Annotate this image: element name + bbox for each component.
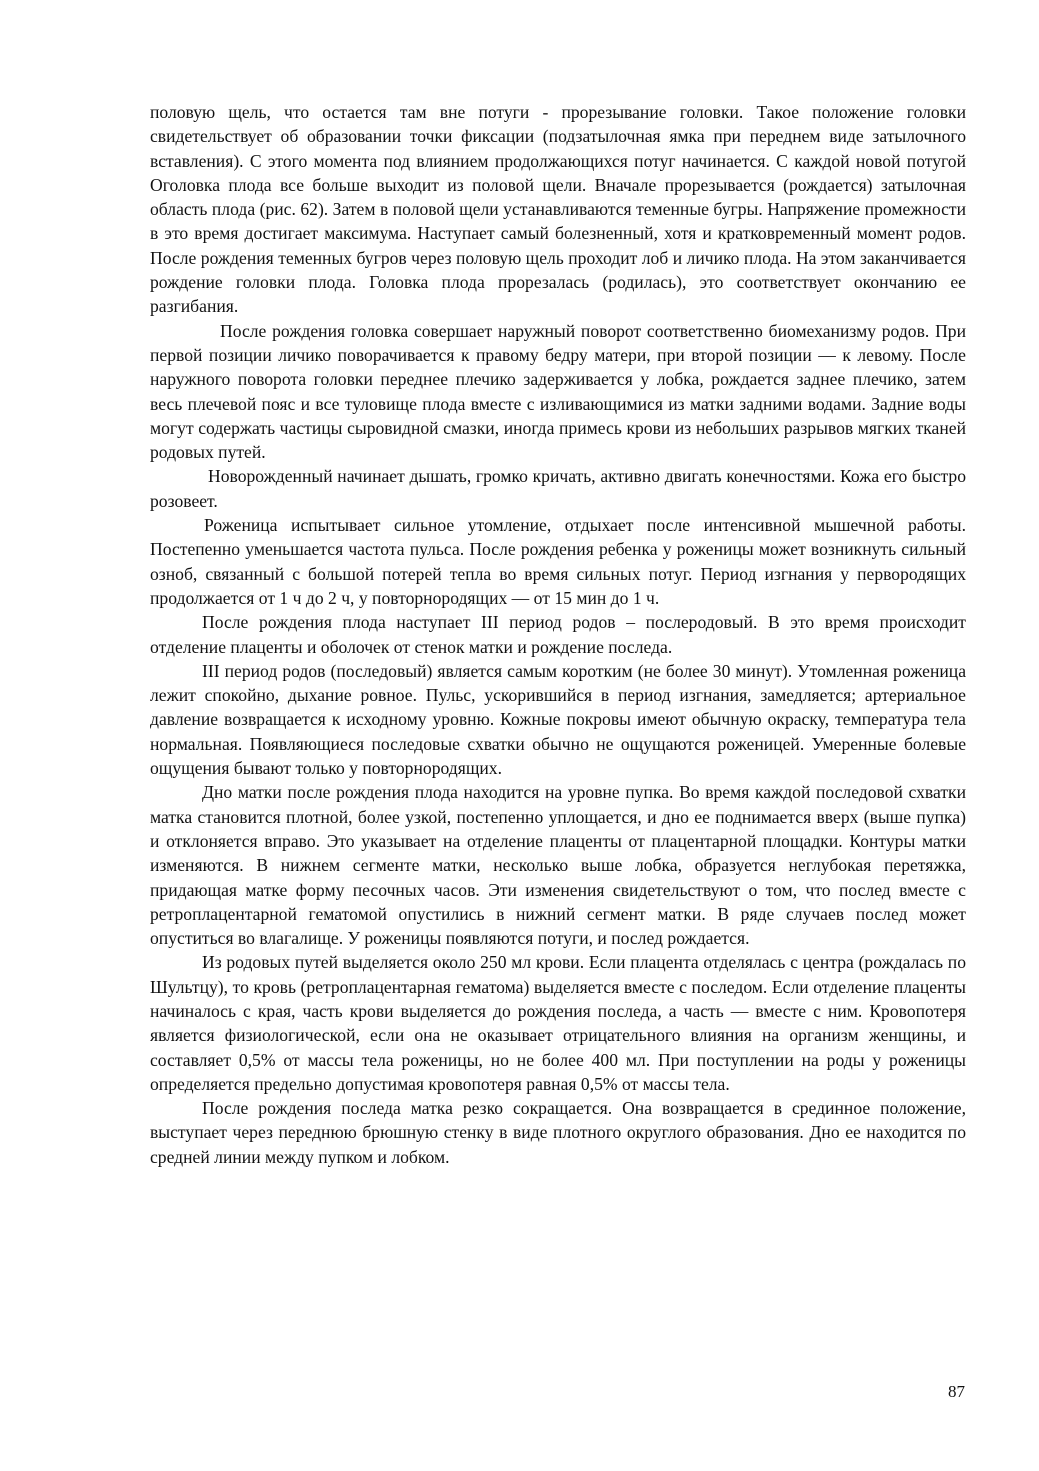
paragraph-5: После рождения плода наступает III период родов – послеродовый. В это время происходит отделение плаценты и оболочек от стенок матки и рождение последа. bbox=[150, 612, 966, 657]
paragraph-1: половую щель, что остается там вне потуги - прорезывание головки. Такое положение головки свидетельствует об образовании точки фиксации (подзатылочная ямка при переднем виде затылочного вставления). С этого момента под влиянием продолжающихся потуг начинается. С каждой новой потугой Оголовка плода все больше выходит из половой щели. Вначале прорезывается (рождается) затылочная область плода (рис. 62). Затем в половой щели устанавливаются теменные бугры. Напряжение промежности в это время достигает максимума. Наступает самый болезненный, хотя и кратковременный момент родов. После рождения теменных бугров через половую щель проходит лоб и личико плода. На этом заканчивается рождение головки плода. Головка плода прорезалась (родилась), это соответствует окончанию ее разгибания. bbox=[150, 102, 966, 317]
paragraph-9: После рождения последа матка резко сокращается. Она возвращается в срединное положение, выступает через переднюю брюшную стенку в виде плотного округлого образования. Дно ее находится по средней линии между пупком и лобком. bbox=[150, 1098, 966, 1167]
paragraph-2: После рождения головка совершает наружный поворот соответственно биомеханизму родов. При первой позиции личико поворачивается к правому бедру матери, при второй позиции — к левому. После наружного поворота головки переднее плечико задерживается у лобка, рождается заднее плечико, затем весь плечевой пояс и все туловище плода вместе с изливающимися из матки задними водами. Задние воды могут содержать частицы сыровидной смазки, иногда примесь крови из небольших разрывов мягких тканей родовых путей. bbox=[150, 320, 966, 463]
paragraph-7: Дно матки после рождения плода находится на уровне пупка. Во время каждой последовой схватки матка становится плотной, более узкой, постепенно уплощается, и дно ее поднимается вверх (выше пупка) и отклоняется вправо. Это указывает на отделение плаценты от плацентарной площадки. Контуры матки изменяются. В нижнем сегменте матки, несколько выше лобка, образуется неглубокая перетяжка, придающая матке форму песочных часов. Эти изменения свидетельствуют о том, что послед вместе с ретроплацентарной гематомой опустились в нижний сегмент матки. В ряде случаев послед может опуститься во влагалище. У роженицы появляются потуги, и послед рождается. bbox=[150, 782, 966, 949]
paragraph-8: Из родовых путей выделяется около 250 мл крови. Если плацента отделялась с центра (рождалась по Шультцу), то кровь (ретроплацентарная гематома) выделяется вместе с последом. Если отделение плаценты начиналось с края, часть крови выделяется до рождения последа, а часть — вместе с ним. Кровопотеря является физиологической, если она не оказывает отрицательного влияния на организм женщины, и составляет 0,5% от массы тела роженицы, но не более 400 мл. При поступлении на роды у роженицы определяется предельно допустимая кровопотеря равная 0,5% от массы тела. bbox=[150, 952, 966, 1094]
page-body bbox=[150, 100, 966, 1169]
page-number: 87 bbox=[948, 1382, 965, 1401]
paragraph-6: III период родов (последовый) является самым коротким (не более 30 минут). Утомленная роженица лежит спокойно, дыхание ровное. Пульс, ускорившийся в период изгнания, замедляется; артериальное давление возвращается к исходному уровню. Кожные покровы имеют обычную окраску, температура тела нормальная. Появляющиеся последовые схватки обычно не ощущаются роженицей. Умеренные болевые ощущения бывают только у повторнородящих. bbox=[150, 660, 966, 779]
paragraph-3: Новорожденный начинает дышать, громко кричать, активно двигать конечностями. Кожа его быстро розовеет. bbox=[150, 466, 966, 511]
paragraph-4: Роженица испытывает сильное утомление, отдыхает после интенсивной мышечной работы. Постепенно уменьшается частота пульса. После рождения ребенка у роженицы может возникнуть сильный озноб, связанный с большой потерей тепла во время сильных потуг. Период изгнания у первородящих продолжается от 1 ч до 2 ч, у повторнородящих — от 15 мин до 1 ч. bbox=[150, 515, 966, 608]
